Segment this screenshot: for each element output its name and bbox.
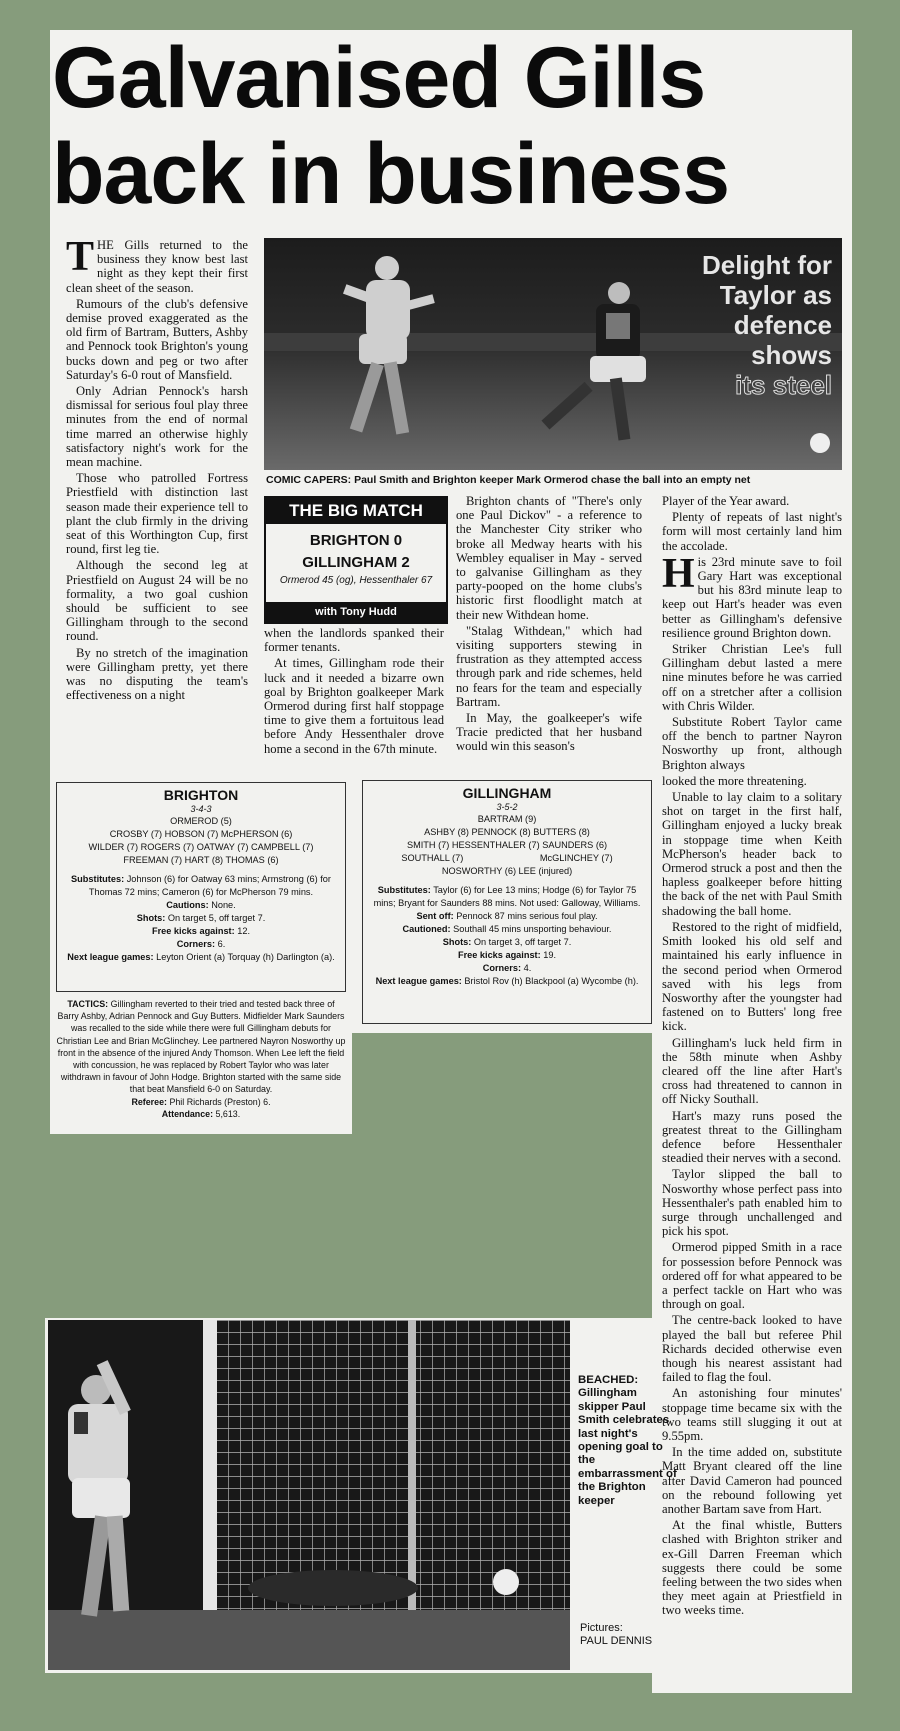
lineup-row: FREEMAN (7) HART (8) THOMAS (6) xyxy=(123,855,279,865)
article-paragraph: At the final whistle, Butters clashed with Brighton striker and ex-Gill Darren Freeman which suggests there could be some feeling between the two sides when they meet again at Priestfield in two weeks time. xyxy=(662,1518,842,1618)
big-match-box xyxy=(264,496,448,624)
free-kicks: Free kicks against: 19. xyxy=(457,950,557,960)
lineup-row: ORMEROD (5) xyxy=(170,816,232,826)
gillingham-team-box xyxy=(362,780,652,1024)
article-paragraph: Hart's mazy runs posed the greatest threat to the Gillingham defence before Hessenthaler steadied their nerves with a second. xyxy=(662,1108,842,1166)
article-paragraph: when the landlords spanked their former tenants. xyxy=(264,626,444,655)
formation: 3-4-3 xyxy=(190,804,212,814)
attendance: Attendance: 5,613. xyxy=(161,1108,241,1119)
referee: Referee: Phil Richards (Preston) 6. xyxy=(131,1096,271,1107)
article-paragraph: His 23rd minute save to foil Gary Hart was exceptional but his 83rd minute leap to keep out Hart's header was even better as Gillingham's defensive resilience ground Brighton down. xyxy=(662,550,842,640)
lineup-row: ASHBY (8) PENNOCK (8) BUTTERS (8) xyxy=(424,827,590,837)
next-games: Next league games: Leyton Orient (a) Torquay (h) Darlington (a). xyxy=(67,952,335,962)
photo-credit: Pictures: PAUL DENNIS xyxy=(580,1622,653,1647)
photo-headline: Delight for Taylor as defence shows its steel xyxy=(702,250,832,400)
article-paragraph: Substitute Robert Taylor came off the bench to partner Nayron Nosworthy up front, although Brighton always xyxy=(662,715,842,772)
tactics-text: TACTICS: Gillingham reverted to their tried and tested back three of Barry Ashby, Adrian Pennock and Guy Butters. Midfielder Mark Saunders was recalled to the side while there were full Gillingham debuts for Christian Lee and Brian McGlinchey. Lee partnered Nayron Nosworthy up front in the absence of the injured Andy Thomson. When Lee left the field with concussion, he was replaced by Robert Taylor who was later withdrawn in favour of John Hodge. Brighton started with the same side that beat Mansfield 6-0 on Saturday. xyxy=(56,999,346,1095)
score-away: GILLINGHAM 2 xyxy=(302,554,410,571)
substitutes: Substitutes: Johnson (6) for Oatway 63 mins; Armstrong (6) for Thomas 72 mins; Cameron (6) for McPherson 79 mins. xyxy=(71,874,331,897)
drop-cap: T xyxy=(66,234,95,280)
article-paragraph: Brighton chants of "There's only one Paul Dickov" - a reference to the Manchester City striker who broke all Medway hearts with his Wembley equaliser in May - served to galvanise Gillingham as they party-pooped on the home clubs's historic first floodlight match at their new Withdean home. xyxy=(456,494,642,622)
bottom-photo-caption: BEACHED: Gillingham skipper Paul Smith celebrates last night's opening goal to the embarrassment of the Brighton keeper xyxy=(578,1374,677,1507)
article-column-1 xyxy=(66,234,248,705)
article-paragraph: Gillingham's luck held firm in the 58th minute when Ashby cleared off the line after Hart's cross had threatened to cannon in off Nicky Southall. xyxy=(662,1035,842,1107)
headline xyxy=(52,30,852,222)
byline: with Tony Hudd xyxy=(266,602,446,622)
article-intro: THE Gills returned to the business they know best last night as they kept their first clean sheet of the season. xyxy=(66,234,248,295)
article-paragraph: Taylor slipped the ball to Nosworthy whose perfect pass into Hessenthaler's path enabled him to surge through unchallenged and pick his spot. xyxy=(662,1167,842,1239)
shots: Shots: On target 3, off target 7. xyxy=(442,937,572,947)
tactics-box xyxy=(56,998,346,1120)
lineup-row: CROSBY (7) HOBSON (7) McPHERSON (6) xyxy=(109,829,293,839)
article-paragraph: looked the more threatening. xyxy=(662,773,807,788)
scorers: Ormerod 45 (og), Hessenthaler 67 xyxy=(279,575,433,586)
drop-cap: H xyxy=(662,550,695,597)
article-paragraph: Only Adrian Pennock's harsh dismissal for serious foul play three minutes from the end of normal time marred an otherwise highly satisfactory night's work for the mean machine. xyxy=(66,384,248,470)
next-games: Next league games: Bristol Rov (h) Blackpool (a) Wycombe (h). xyxy=(375,976,639,986)
team-name: BRIGHTON xyxy=(163,787,239,803)
article-paragraph: Striker Christian Lee's full Gillingham debut lasted a mere nine minutes before he was carried off on a stretcher after a collision with Chris Wilder. xyxy=(662,642,842,713)
top-photo xyxy=(264,238,842,470)
article-column-2 xyxy=(264,626,444,758)
article-paragraph: Plenty of repeats of last night's form will most certainly land him the accolade. xyxy=(662,510,842,553)
article-paragraph: The centre-back looked to have played the ball but referee Phil Richards decided otherwise even though his nearest assistant had failed to flag the foul. xyxy=(662,1313,842,1385)
lineup-row: WILDER (7) ROGERS (7) OATWAY (7) CAMPBELL (7) xyxy=(88,842,314,852)
lineup-row: NOSWORTHY (6) LEE (injured) xyxy=(441,866,573,876)
article-paragraph: Those who patrolled Fortress Priestfield with distinction last season made their experience tell to plant the club firmly in the driving seat of this Worthington Cup, first round, first leg tie. xyxy=(66,471,248,557)
lineup-row: BARTRAM (9) xyxy=(477,814,537,824)
article-paragraph: In the time added on, substitute Matt Bryant cleared off the line after David Cameron had pounced on the rebound following yet another Bartam save from Hart. xyxy=(662,1445,842,1517)
article-paragraph: Although the second leg at Priestfield on August 24 will be no formality, a two goal cushion should be sufficient to see Gillingham through to the second round. xyxy=(66,558,248,644)
headline-line-2: back in business xyxy=(52,126,730,222)
corners: Corners: 4. xyxy=(482,963,532,973)
brighton-team-box xyxy=(56,782,346,992)
bottom-photo xyxy=(48,1320,570,1670)
formation: 3-5-2 xyxy=(496,802,518,812)
lineup-row: SOUTHALL (7) McGLINCHEY (7) xyxy=(401,853,613,863)
article-paragraph: An astonishing four minutes' stoppage time became six with the two teams still slugging it out at 9.55pm. xyxy=(662,1386,842,1443)
sent-off: Sent off: Pennock 87 mins serious foul play. xyxy=(416,911,598,921)
score-home: BRIGHTON 0 xyxy=(309,532,403,549)
goal-celebration-image xyxy=(48,1320,570,1670)
article-paragraph: "Stalag Withdean," which had visiting supporters stewing in frustration as they attempted access through park and ride schemes, held no fears for the team and especially Bartram. xyxy=(456,623,642,709)
corners: Corners: 6. xyxy=(176,939,226,949)
article-column-3 xyxy=(456,494,642,756)
article-paragraph: Rumours of the club's defensive demise proved exaggerated as the old firm of Bartram, Butters, Ashby and Pennock took Brighton's young bucks down and peg or two after Saturday's 6-0 rout of Mansfield. xyxy=(66,296,248,382)
headline-line-1: Galvanised Gills xyxy=(52,30,706,126)
article-paragraph: By no stretch of the imagination were Gillingham pretty, yet there was no disputing the team's effectiveness on a night xyxy=(66,645,248,703)
big-match-header: THE BIG MATCH xyxy=(266,498,446,524)
shots: Shots: On target 5, off target 7. xyxy=(136,913,266,923)
article-paragraph: In May, the goalkeeper's wife Tracie predicted that her husband would win this season's xyxy=(456,711,642,754)
article-paragraph: Restored to the right of midfield, Smith looked his old self and maintained his early influence in the second period when Ormerod saved with his legs from Nosworthy after the youngster had fastened on to Butters' long free kick. xyxy=(662,919,842,1034)
substitutes: Substitutes: Taylor (6) for Lee 13 mins; Hodge (6) for Taylor 75 mins; Bryant for Saunders 88 mins. Not used: Galloway, Williams. xyxy=(373,885,641,908)
free-kicks: Free kicks against: 12. xyxy=(151,926,251,936)
article-paragraph: Ormerod pipped Smith in a race for possession before Pennock was ordered off for what appeared to be a perfect tackle on Hart who was through on goal. xyxy=(662,1240,842,1312)
article-column-4 xyxy=(662,494,842,1620)
cautions: Cautions: None. xyxy=(166,900,236,910)
top-photo-caption: COMIC CAPERS: Paul Smith and Brighton keeper Mark Ormerod chase the ball into an empty net xyxy=(266,474,751,486)
team-name: GILLINGHAM xyxy=(462,785,552,801)
cautioned: Cautioned: Southall 45 mins unsporting behaviour. xyxy=(402,924,612,934)
article-paragraph: Unable to lay claim to a solitary shot on target in the first half, Gillingham enjoyed a lucky break in stoppage time when Keith McPherson's header back to Ormerod struck a post and then the hapless goalkeeper before hitting the back of the net with Paul Smith shadowing the ball home. xyxy=(662,790,842,918)
article-paragraph: Player of the Year award. xyxy=(662,494,790,508)
article-paragraph: At times, Gillingham rode their luck and it needed a bizarre own goal by Brighton goalkeeper Mark Ormerod during first half stoppage time to give them a fortuitous lead before Andy Hessenthaler drove home a second in the 67th minute. xyxy=(264,656,444,756)
lineup-row: SMITH (7) HESSENTHALER (7) SAUNDERS (6) xyxy=(406,840,608,850)
